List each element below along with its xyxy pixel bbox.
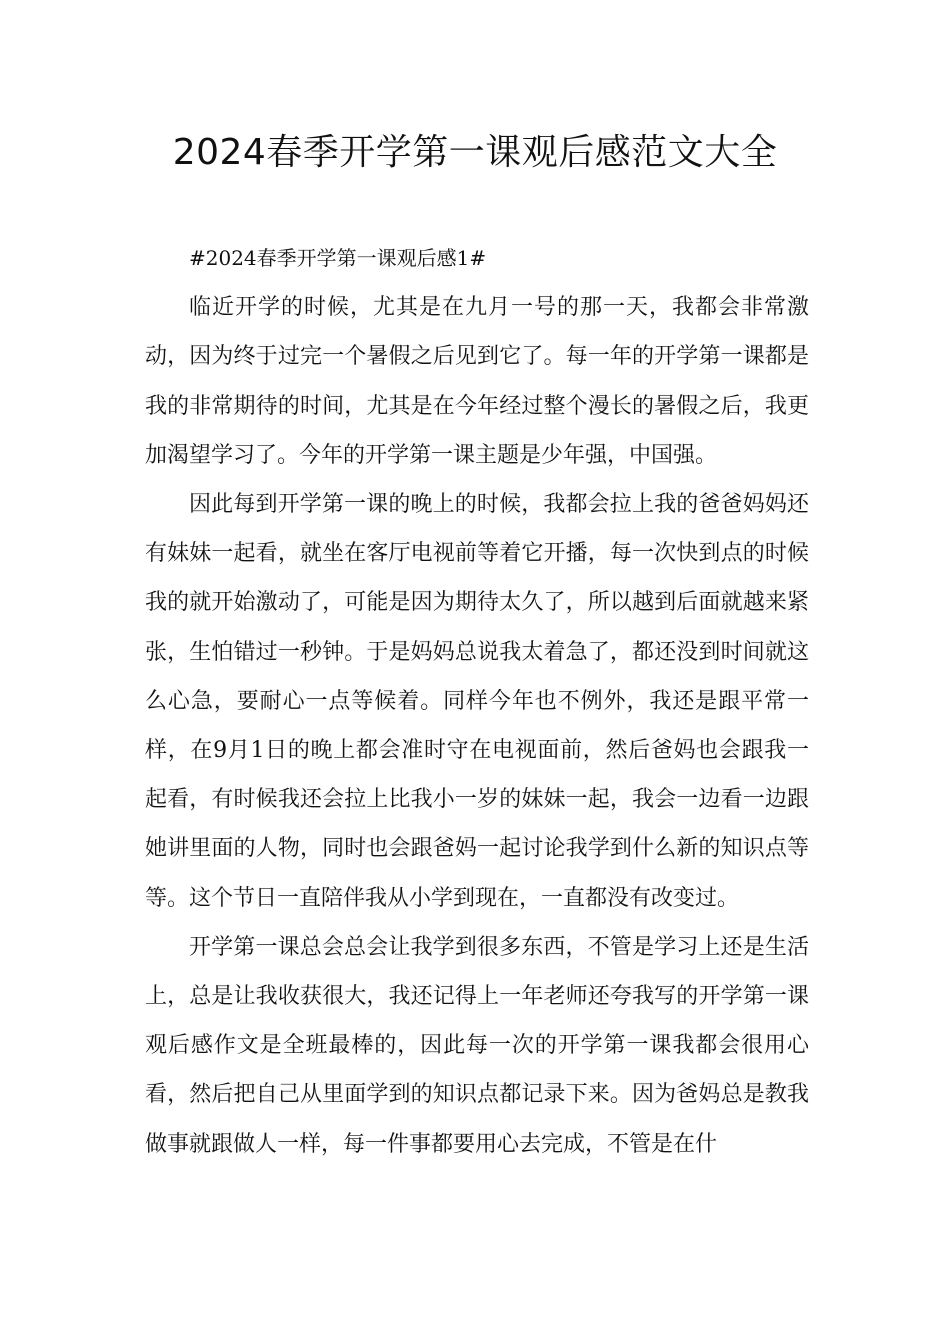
paragraph-3: 开学第一课总会总会让我学到很多东西，不管是学习上还是生活上，总是让我收获很大，我还记得上一年老师还夸我写的开学第一课观后感作文是全班最棒的，因此每一次的开学第一课我都会很用心看，然后把自己从里面学到的知识点都记录下来。因为爸妈总是教我做事就跟做人一样，每一件事都要用心去完成，不管是在什: [145, 934, 809, 1157]
paragraph-1: 临近开学的时候，尤其是在九月一号的那一天，我都会非常激动，因为终于过完一个暑假之后见到它了。每一年的开学第一课都是我的非常期待的时间，尤其是在今年经过整个漫长的暑假之后，我更加渴望学习了。今年的开学第一课主题是少年强，中国强。: [145, 295, 809, 468]
paragraph-2: 因此每到开学第一课的晚上的时候，我都会拉上我的爸爸妈妈还有妹妹一起看，就坐在客厅电视前等着它开播，每一次快到点的时候我的就开始激动了，可能是因为期待太久了，所以越到后面就越来紧张，生怕错过一秒钟。于是妈妈总说我太着急了，都还没到时间就这么心急，要耐心一点等候着。同样今年也不例外，我还是跟平常一样，在9月1日的晚上都会准时守在电视面前，然后爸妈也会跟我一起看，有时候我还会拉上比我小一岁的妹妹一起，我会一边看一边跟她讲里面的人物，同时也会跟爸妈一起讨论我学到什么新的知识点等等。这个节日一直陪伴我从小学到现在，一直都没有改变过。: [145, 492, 809, 911]
section-heading: #2024春季开学第一课观后感1#: [189, 246, 487, 270]
document-title: 2024春季开学第一课观后感范文大全: [172, 132, 778, 173]
document-body: [145, 234, 809, 1169]
